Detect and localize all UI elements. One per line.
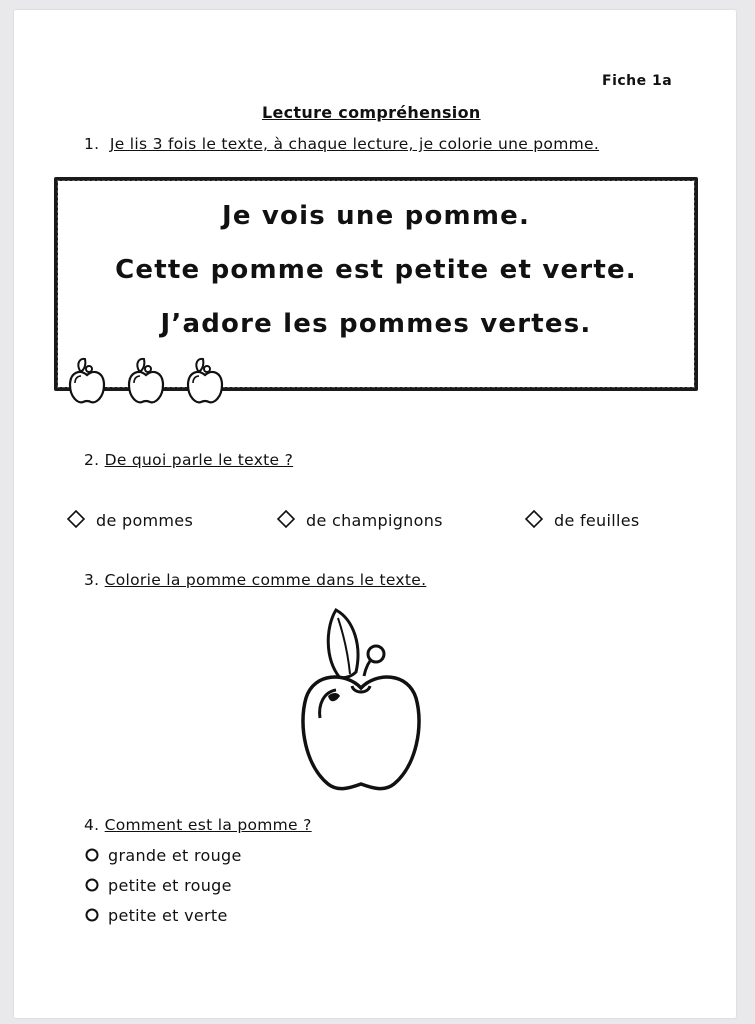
apple-icon[interactable] — [184, 357, 226, 405]
question-3 — [84, 571, 426, 589]
question-4-number: 4. — [84, 816, 100, 834]
choice-de-feuilles[interactable] — [524, 509, 640, 530]
question-1 — [84, 135, 599, 153]
question-3-text: Colorie la pomme comme dans le texte. — [104, 571, 427, 589]
apple-icon[interactable] — [125, 357, 167, 405]
option-label: grande et rouge — [108, 846, 242, 865]
reading-line-1: Je vois une pomme. — [221, 201, 531, 231]
option-petite-et-verte[interactable] — [84, 906, 228, 925]
option-petite-et-rouge[interactable] — [84, 876, 232, 895]
question-4-text: Comment est la pomme ? — [104, 816, 312, 834]
option-grande-et-rouge[interactable] — [84, 846, 242, 865]
choice-de-champignons[interactable] — [276, 509, 443, 530]
circle-radio-icon[interactable] — [84, 847, 100, 863]
sheet-number: Fiche 1a — [602, 73, 673, 89]
diamond-checkbox-icon[interactable] — [66, 509, 86, 529]
diamond-checkbox-icon[interactable] — [276, 509, 296, 529]
question-2-text: De quoi parle le texte ? — [104, 451, 294, 469]
page-title: Lecture compréhension — [262, 103, 481, 122]
circle-radio-icon[interactable] — [84, 907, 100, 923]
apple-icon[interactable] — [66, 357, 108, 405]
reading-line-3: J’adore les pommes vertes. — [160, 309, 592, 339]
circle-radio-icon[interactable] — [84, 877, 100, 893]
reading-tracker-apples — [66, 357, 238, 409]
question-1-text: Je lis 3 fois le texte, à chaque lecture, je colorie une pomme. — [109, 135, 600, 153]
apple-outline-icon[interactable] — [296, 606, 426, 796]
coloring-apple[interactable] — [296, 606, 426, 800]
question-3-number: 3. — [84, 571, 100, 589]
option-label: petite et verte — [108, 906, 228, 925]
option-label: petite et rouge — [108, 876, 232, 895]
reading-line-2: Cette pomme est petite et verte. — [115, 255, 637, 285]
question-4 — [84, 816, 312, 834]
choice-label: de feuilles — [554, 511, 640, 530]
choice-de-pommes[interactable] — [66, 509, 193, 530]
question-1-number: 1. — [84, 135, 100, 153]
choice-label: de pommes — [96, 511, 194, 530]
question-2-number: 2. — [84, 451, 100, 469]
choice-label: de champignons — [306, 511, 443, 530]
worksheet-page — [14, 10, 736, 1018]
question-2 — [84, 451, 293, 469]
diamond-checkbox-icon[interactable] — [524, 509, 544, 529]
